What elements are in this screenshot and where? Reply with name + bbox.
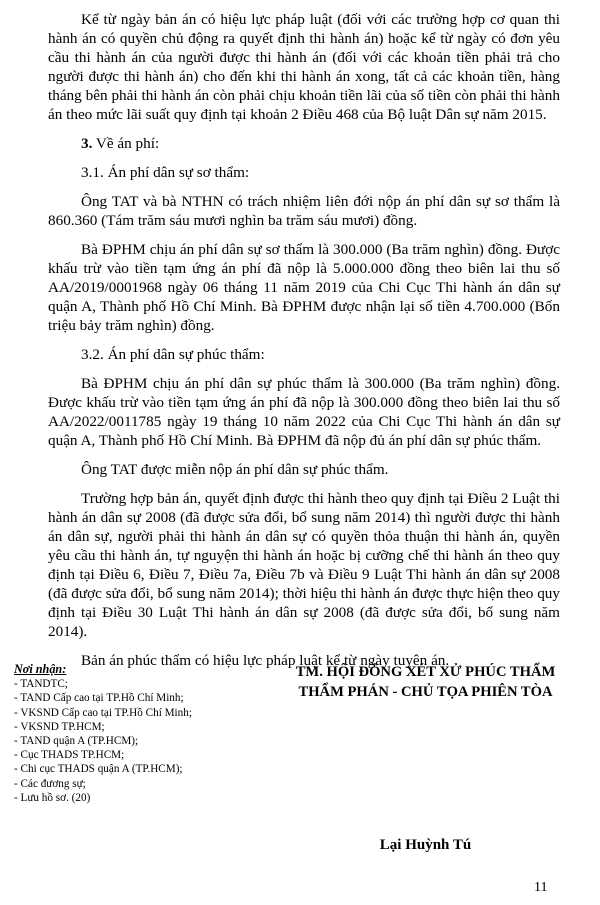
paragraph-appeal-fee-exempt: Ông TAT được miễn nộp án phí dân sự phúc thẩm. bbox=[81, 461, 389, 478]
signature-line-council: TM. HỘI ĐỒNG XÉT XỬ PHÚC THẨM bbox=[295, 664, 556, 680]
section-3-2-heading: 3.2. Án phí dân sự phúc thẩm: bbox=[81, 346, 265, 363]
judgment-body bbox=[48, 10, 560, 680]
signature-line-judge: THẨM PHÁN - CHỦ TỌA PHIÊN TÒA bbox=[298, 684, 553, 700]
section-3-1-heading: 3.1. Án phí dân sự sơ thẩm: bbox=[81, 164, 250, 181]
section-3-heading bbox=[48, 134, 560, 153]
paragraph-first-instance-fee-dphm: Bà ĐPHM chịu án phí dân sự sơ thẩm là 300.000 (Ba trăm nghìn) đồng. Được khấu trừ vào tiền tạm ứng án phí đã nộp là 5.000.000 đồng theo biên lai thu số AA/2019/0001968 ngày 06 tháng 11 năm 2019 của Chi Cục Thi hành án dân sự quận A, Thành phố Hồ Chí Minh. Bà ĐPHM được nhận lại số tiền 4.700.000 (Bốn triệu bảy trăm nghìn) đồng. bbox=[48, 241, 560, 334]
recipients-title: Nơi nhận: bbox=[14, 662, 67, 676]
paragraph-effective: Bản án phúc thẩm có hiệu lực pháp luật kể từ ngày tuyên án. bbox=[81, 652, 450, 669]
paragraph-first-instance-fee-joint: Ông TAT và bà NTHN có trách nhiệm liên đới nộp án phí dân sự sơ thẩm là 860.360 (Tám trăm sáu mươi nghìn ba trăm sáu mươi) đồng. bbox=[48, 193, 560, 229]
section-3-title: Về án phí: bbox=[92, 135, 160, 152]
recipient-item: - TAND quận A (TP.HCM); bbox=[14, 735, 139, 748]
recipient-item: - TANDTC; bbox=[14, 678, 68, 691]
section-3-number: 3. bbox=[81, 135, 93, 152]
paragraph-interest: Kể từ ngày bản án có hiệu lực pháp luật (đối với các trường hợp cơ quan thi hành án có quyền chủ động ra quyết định thi hành án) hoặc kể từ ngày có đơn yêu cầu thi hành án của người được thi hành án (đối với các khoản tiền phải trả cho người được thi hành án) cho đến khi thi hành án xong, tất cả các khoản tiền, hàng tháng bên phải thi hành án còn phải chịu khoản tiền lãi của số tiền còn phải thi hành án theo mức lãi suất quy định tại khoản 2 Điều 468 của Bộ luật Dân sự năm 2015. bbox=[48, 11, 560, 123]
page-number: 11 bbox=[534, 880, 548, 895]
recipient-item: - Lưu hồ sơ. (20) bbox=[14, 791, 91, 804]
paragraph-appeal-fee-dphm: Bà ĐPHM chịu án phí dân sự phúc thẩm là 300.000 (Ba trăm nghìn) đồng. Được khấu trừ vào tiền tạm ứng án phí đã nộp là 300.000 đồng theo biên lai thu số AA/2022/0011785 ngày 19 tháng 10 năm 2022 của Chi Cục Thi hành án dân sự quận A, Thành phố Hồ Chí Minh. Bà ĐPHM đã nộp đủ án phí dân sự phúc thẩm. bbox=[48, 375, 560, 449]
paragraph-enforcement: Trường hợp bản án, quyết định được thi hành theo quy định tại Điều 2 Luật thi hành án dân sự 2008 (đã được sửa đổi, bổ sung năm 2014) thì người được thi hành án dân sự, người phải thi hành án dân sự có quyền thỏa thuận thi hành án, quyền yêu cầu thi hành án, tự nguyện thi hành án hoặc bị cưỡng chế thi hành án theo quy định tại Điều 6, Điều 7, Điều 7a, Điều 7b và Điều 9 Luật Thi hành án dân sự 2008 (đã được sửa đổi, bổ sung năm 2014); thời hiệu thi hành án được thực hiện theo quy định tại Điều 30 Luật Thi hành án dân sự 2008 (đã được sửa đổi, bổ sung năm 2014). bbox=[48, 490, 560, 640]
signer-name: Lại Huỳnh Tú bbox=[379, 837, 472, 853]
recipient-item: - Chi cục THADS quận A (TP.HCM); bbox=[14, 763, 183, 776]
recipient-item: - TAND Cấp cao tại TP.Hồ Chí Minh; bbox=[14, 692, 184, 705]
signature-heading bbox=[268, 662, 583, 702]
recipients-block bbox=[14, 662, 264, 805]
recipient-item: - VKSND Cấp cao tại TP.Hồ Chí Minh; bbox=[14, 706, 192, 719]
recipient-item: - Các đương sự; bbox=[14, 777, 86, 790]
recipient-item: - VKSND TP.HCM; bbox=[14, 720, 105, 733]
recipient-item: - Cục THADS TP.HCM; bbox=[14, 749, 125, 762]
